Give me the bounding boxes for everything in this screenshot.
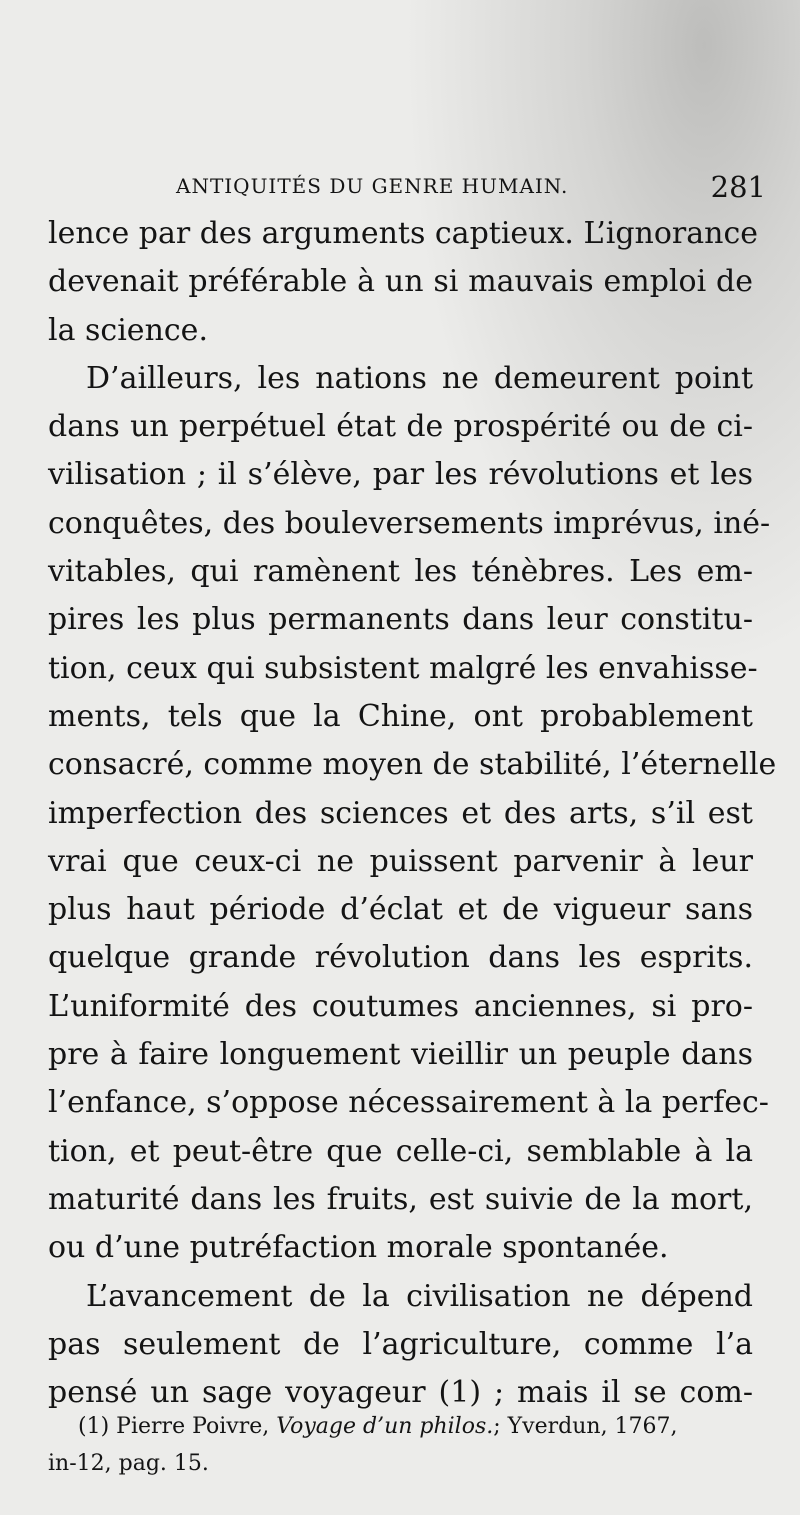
text-line: la science.	[48, 312, 208, 348]
footnote-rest: ; Yverdun, 1767,	[493, 1414, 678, 1439]
footnote-title: Voyage d’un philos.	[276, 1414, 494, 1439]
footnote-marker: (1)	[78, 1414, 110, 1439]
text-line: pas seulement de l’agriculture, comme l’a	[48, 1326, 753, 1362]
text-line: consacré, comme moyen de stabilité, l’éternelle	[48, 747, 777, 783]
text-line: tion, et peut-être que celle-ci, semblable à la	[48, 1133, 753, 1169]
page-header	[176, 170, 766, 206]
text-line: l’enfance, s’oppose nécessairement à la perfec-	[48, 1085, 769, 1121]
text-line: pensé un sage voyageur (1) ; mais il se com-	[48, 1375, 753, 1411]
footnote-author: Pierre Poivre,	[116, 1414, 270, 1439]
page-number: 281	[710, 170, 766, 204]
text-line: L’uniformité des coutumes anciennes, si pro-	[48, 988, 753, 1024]
text-line: vitables, qui ramènent les ténèbres. Les em-	[48, 554, 753, 590]
text-line: tion, ceux qui subsistent malgré les envahisse-	[48, 650, 758, 686]
running-head: ANTIQUITÉS DU GENRE HUMAIN.	[176, 174, 569, 198]
footnote	[48, 1408, 758, 1482]
text-line: conquêtes, des bouleversements imprévus, iné-	[48, 505, 771, 541]
text-line: pires les plus permanents dans leur constitu-	[48, 602, 753, 638]
footnote-line: in-12, pag. 15.	[48, 1451, 209, 1476]
text-line: L’avancement de la civilisation ne dépend	[86, 1278, 753, 1314]
text-line: devenait préférable à un si mauvais emploi de	[48, 264, 753, 300]
text-line: plus haut période d’éclat et de vigueur sans	[48, 892, 753, 928]
text-line: ou d’une putréfaction morale spontanée.	[48, 1230, 669, 1266]
text-line: lence par des arguments captieux. L’ignorance	[48, 216, 759, 251]
body-text	[48, 210, 777, 1417]
footnote-line	[48, 1408, 758, 1445]
text-line: pre à faire longuement vieillir un peuple dans	[48, 1037, 753, 1073]
text-line: dans un perpétuel état de prospérité ou de ci-	[48, 409, 753, 445]
text-line: imperfection des sciences et des arts, s’il est	[48, 795, 753, 831]
text-line: ments, tels que la Chine, ont probablement	[48, 698, 753, 734]
text-line: quelque grande révolution dans les esprits.	[48, 940, 753, 976]
text-line: vilisation ; il s’élève, par les révolutions et les	[48, 457, 753, 493]
text-line: maturité dans les fruits, est suivie de la mort,	[48, 1181, 753, 1217]
text-line: D’ailleurs, les nations ne demeurent point	[86, 360, 753, 396]
text-line: vrai que ceux-ci ne puissent parvenir à leur	[48, 843, 753, 879]
